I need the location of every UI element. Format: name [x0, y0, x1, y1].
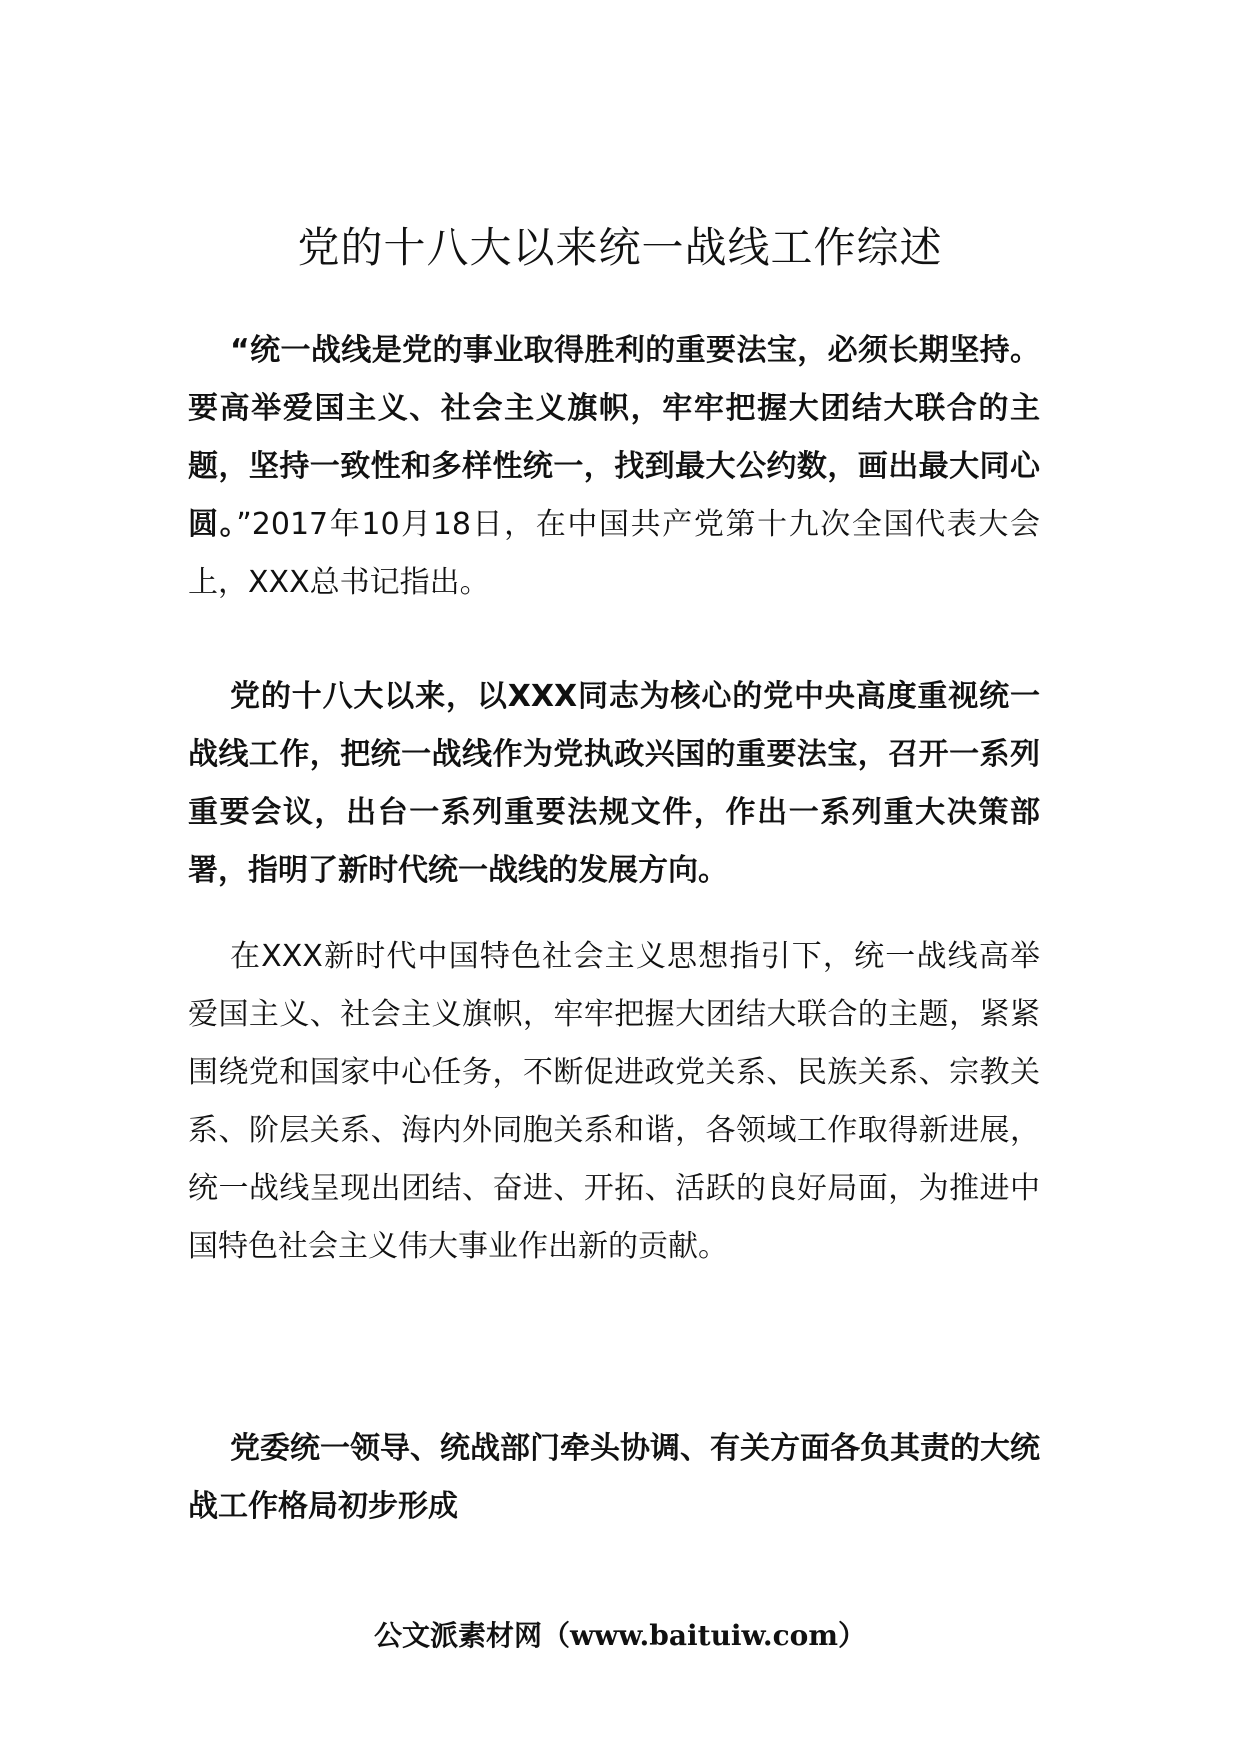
- footer-watermark: 公文派素材网（www.baituiw.com）: [374, 1619, 866, 1652]
- document-title: 党的十八大以来统一战线工作综述: [297, 223, 943, 272]
- paragraph-quote: [188, 322, 1040, 612]
- paragraph-summary: 党的十八大以来，以XXX同志为核心的党中央高度重视统一战线工作，把统一战线作为党执政兴国的重要法宝，召开一系列重要会议，出台一系列重要法规文件，作出一系列重大决策部署，指明了新时代统一战线的发展方向。: [188, 679, 1040, 888]
- section-heading: 党委统一领导、统战部门牵头协调、有关方面各负其责的大统战工作格局初步形成: [188, 1431, 1040, 1524]
- paragraph-body: 在XXX新时代中国特色社会主义思想指引下，统一战线高举爱国主义、社会主义旗帜，牢牢把握大团结大联合的主题，紧紧围绕党和国家中心任务，不断促进政党关系、民族关系、宗教关系、阶层关系、海内外同胞关系和谐，各领域工作取得新进展，统一战线呈现出团结、奋进、开拓、活跃的良好局面，为推进中国特色社会主义伟大事业作出新的贡献。: [188, 939, 1040, 1264]
- quote-text: “统一战线是党的事业取得胜利的重要法宝，必须长期坚持。要高举爱国主义、社会主义旗帜，牢牢把握大团结大联合的主题，坚持一致性和多样性统一，找到最大公约数，画出最大同心圆。: [188, 333, 1040, 542]
- quote-attribution: ”2017年10月18日，在中国共产党第十九次全国代表大会上，XXX总书记指出。: [188, 507, 1040, 600]
